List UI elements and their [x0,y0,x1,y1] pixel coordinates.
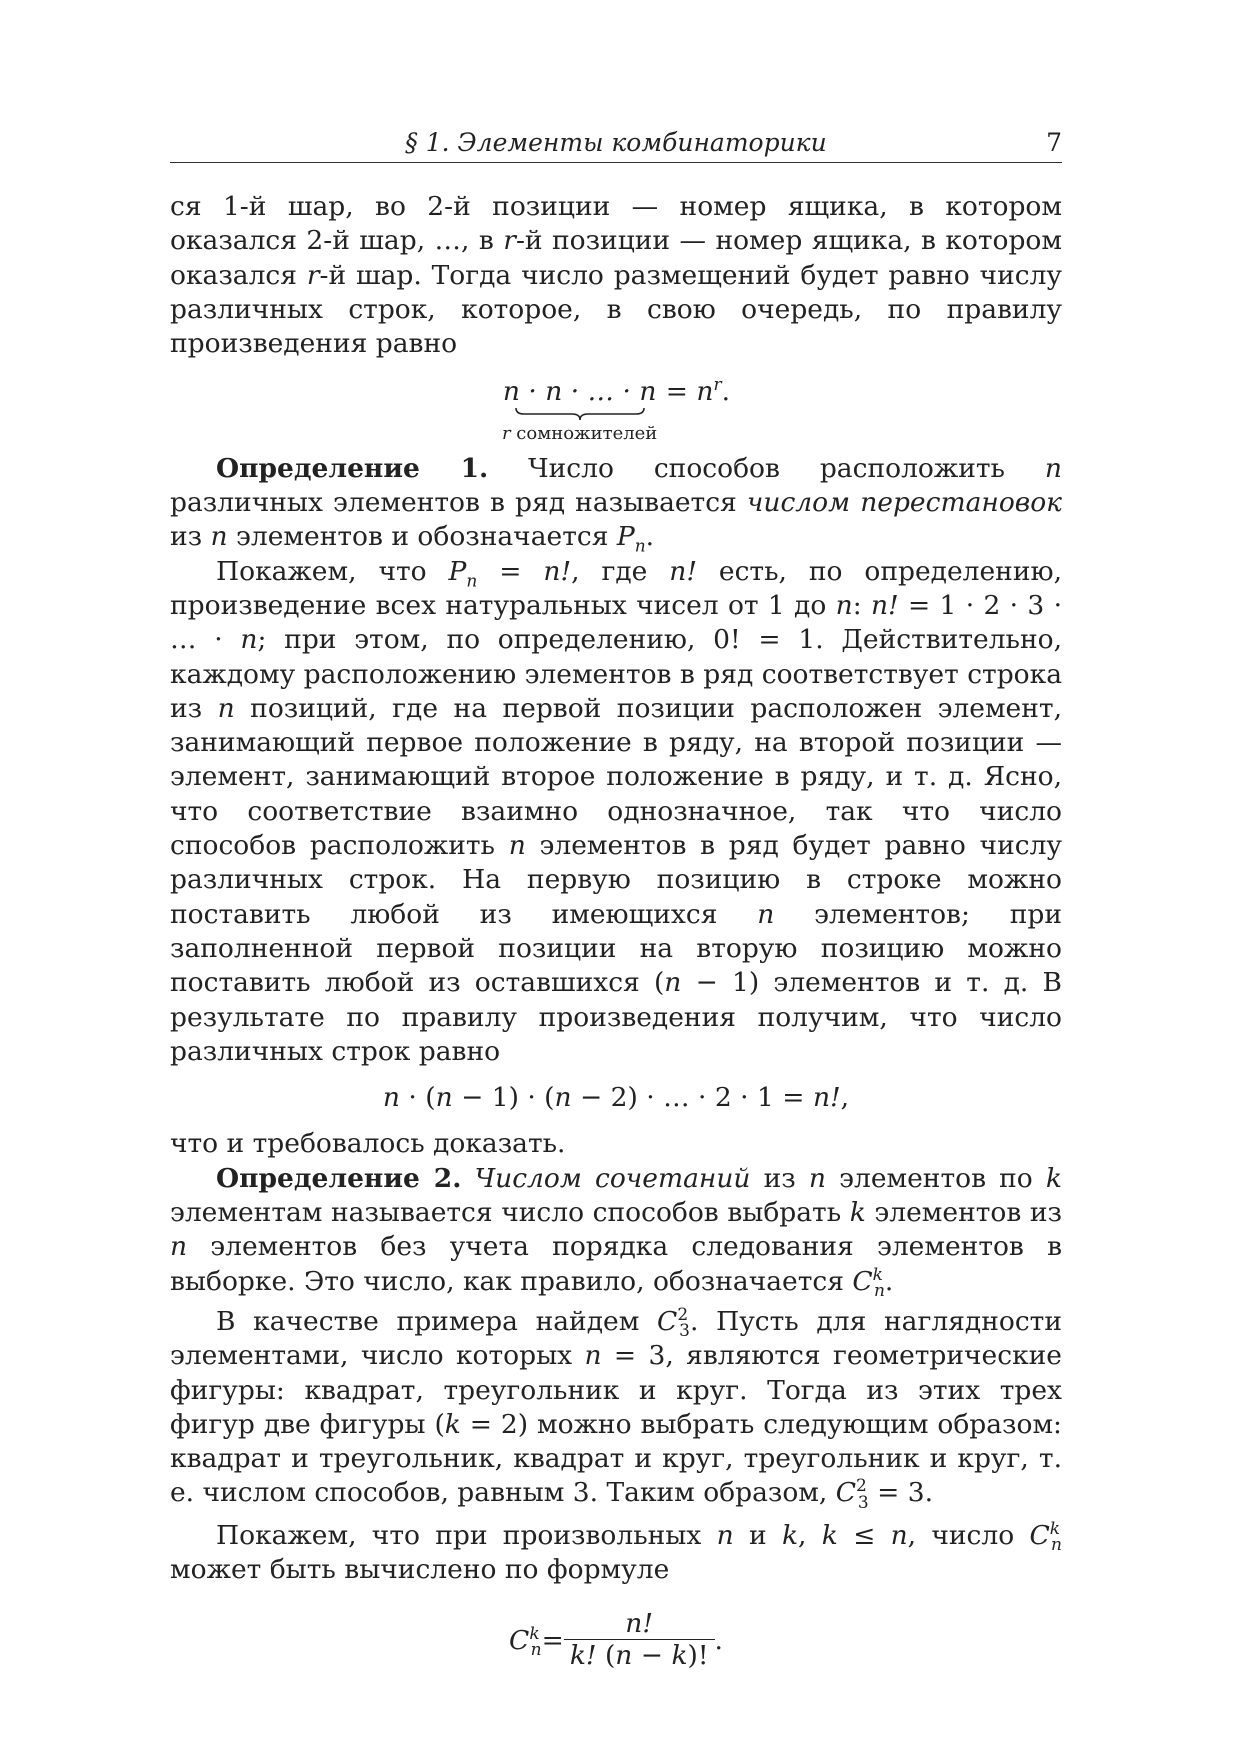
running-head [170,128,1062,162]
definition-2: Определение 2. Числом сочетаний из n элементов по k элементам называется число способов выбрать k элементов из n элементов без учета порядка следования элементов в выборке. Это число, как правило, обозначается $C^k_n$. [170,1162,1062,1301]
formula-factorial-product: n · (n − 1) · (n − 2) · … · 2 · 1 = n!, [382,1082,850,1114]
page-body [170,190,1062,1684]
paragraph-example: В качестве примера найдем $C^2_3$. Пусть для наглядности элементами, число которых n = 3, являются геометрические фигуры: квадрат, треугольник и круг. Тогда из этих трех фигур две фигуры (k = 2) можно выбрать следующим образом: квадрат и треугольник, квадрат и круг, треугольник и круг, т. е. числом способов, равным 3. Таким образом, $C^2_3 = 3$. [170,1305,1062,1513]
definition-1: Определение 1. Число способов расположить n различных элементов в ряд называется числом перестановок из n элементов и обозначается $P_n$. [170,452,1062,557]
fraction: $\frac{n!}{k! (n - k)!}$ [564,1609,715,1672]
page-number: 7 [1046,128,1062,157]
paragraph-qed: что и требовалось доказать. [170,1128,566,1160]
paragraph-combinations-formula-intro: Покажем, что при произвольных n и k, k ≤ n, число $C^k_n$ может быть вычислено по формуле [170,1518,1062,1585]
formula-underbrace-product: n · n · … · n r сомножителей = $n^r$. [501,375,731,444]
formula-combinations: $C^k_n=$ $\frac{n!}{k! (n - k)!}$ . [509,1608,723,1672]
paragraph-continuation: ся 1-й шар, во 2-й позиции — номер ящика, в котором оказался 2-й шар, …, в r-й позиции — номер ящика, в котором оказался r-й шар. Тогда число размещений будет равно числу различных строк, которое, в свою очередь, по правилу произведения равно [170,191,1063,360]
header-rule [170,162,1062,163]
product-expression: n · n · … · n [502,376,657,408]
underbrace-label: r сомножителей [501,422,658,444]
section-title: § 1. Элементы комбинаторики [405,128,827,157]
paragraph-permutations-proof: Покажем, что $P_n = n$!, где n! есть, по определению, произведение всех натуральных чисел от 1 до n: n! = 1 · 2 · 3 · … · n; при этом, по определению, 0! = 1. Действительно, каждому расположению элементов в ряд соответствует строка из n позиций, где на первой позиции расположен элемент, занимающий первое положение в ряду, на второй позиции — элемент, занимающий второе положение в ряду, и т. д. Ясно, что соответствие взаимно однозначное, так что число способов расположить n элементов в ряд будет равно числу различных строк. На первую позицию в строке можно поставить любой из имеющихся n элементов; при заполненной первой позиции на вторую позицию можно поставить любой из оставшихся (n − 1) элементов и т. д. В результате по правилу произведения получим, что число различных строк равно [170,555,1062,1067]
